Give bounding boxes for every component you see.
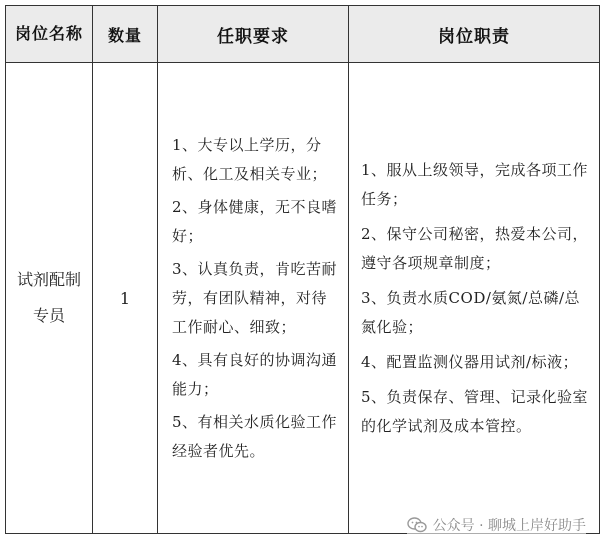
position-name-cell: [6, 63, 93, 534]
header-requirements: 任职要求: [158, 6, 349, 63]
requirement-item: 5、有相关水质化验工作经验者优先。: [172, 412, 338, 460]
requirement-item: 1、大专以上学历，分析、化工及相关专业；: [172, 135, 328, 183]
count-cell: 1: [93, 63, 158, 534]
duty-item: 2、保守公司秘密，热爱本公司，遵守各项规章制度；: [361, 224, 589, 272]
table-row: [6, 63, 600, 534]
position-name-line1: 试剂配制: [16, 270, 81, 289]
position-name-line2: 专员: [32, 306, 65, 325]
requirements-cell: [158, 63, 349, 534]
header-duties: 岗位职责: [349, 6, 600, 63]
header-position-name: 岗位名称: [6, 6, 93, 63]
watermark: [407, 515, 586, 535]
duty-item: 5、负责保存、管理、记录化验室的化学试剂及成本管控。: [361, 387, 589, 435]
requirement-item: 3、认真负责，肯吃苦耐劳，有团队精神，对待工作耐心、细致；: [172, 259, 338, 336]
watermark-text: 公众号 · 聊城上岸好助手: [432, 518, 586, 534]
duties-list: [349, 156, 599, 441]
job-table: [5, 5, 600, 534]
table-header-row: [6, 6, 600, 63]
header-count: 数量: [93, 6, 158, 63]
requirements-list: [158, 131, 348, 466]
duty-item: 1、服从上级领导，完成各项工作任务；: [361, 160, 589, 208]
wechat-icon: [407, 517, 427, 533]
duty-item: 3、负责水质COD/氨氮/总磷/总氮化验；: [361, 288, 581, 336]
requirement-item: 4、具有良好的协调沟通能力；: [172, 350, 338, 398]
duty-item: 4、配置监测仪器用试剂/标液；: [361, 352, 579, 371]
requirement-item: 2、身体健康，无不良嗜好；: [172, 197, 338, 245]
duties-cell: [349, 63, 600, 534]
